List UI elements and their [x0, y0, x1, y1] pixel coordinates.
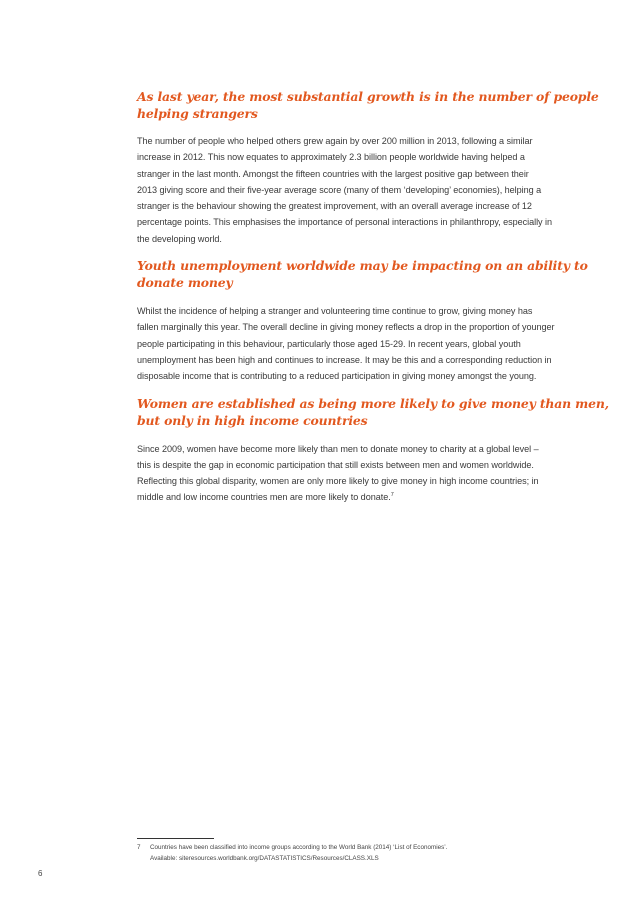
heading-line: As last year, the most substantial growth is in the number of people [137, 89, 599, 104]
heading-line: but only in high income countries [137, 412, 368, 428]
paragraph-line: increase in 2012. This now equates to approximately 2.3 billion people worldwide having helped a [137, 152, 525, 163]
heading-line: Women are established as being more likely to give money than men, [137, 395, 609, 411]
footnote [137, 842, 447, 864]
paragraph-line: stranger is the behaviour showing the greatest improvement, with an overall average increase of 12 [137, 201, 532, 212]
footnote-link[interactable]: Available: siteresources.worldbank.org/DATASTATISTICS/Resources/CLASS.XLS [150, 855, 379, 862]
paragraph-line: this is despite the gap in economic participation that still exists between men and women worldwide. [137, 459, 534, 470]
paragraph-line: fallen marginally this year. The overall decline in giving money reflects a drop in the proportion of younger [137, 322, 555, 333]
heading-line: helping strangers [137, 106, 258, 121]
section-paragraph-youth-unemployment [137, 303, 577, 384]
paragraph-line: disposable income that is contributing to a reduced participation in giving money amongst the young. [137, 371, 537, 382]
heading-line: Youth unemployment worldwide may be impacting on an ability to [137, 258, 588, 274]
paragraph-line: unemployment has been high and continues to increase. It may be this and a corresponding reduction in [137, 354, 552, 365]
section-paragraph-helping-strangers [137, 133, 577, 247]
paragraph-line: the developing world. [137, 233, 222, 244]
footnote-reference[interactable]: 7 [390, 492, 394, 499]
footnote-number: 7 [137, 844, 141, 851]
main-content [137, 88, 609, 506]
footnote-line [137, 842, 447, 853]
footnote-divider [137, 838, 214, 839]
paragraph-line-text: middle and low income countries men are more likely to donate. [137, 492, 391, 503]
paragraph-line: people participating in this behaviour, particularly those aged 15-29. In recent years, global youth [137, 338, 521, 349]
paragraph-line: Since 2009, women have become more likely than men to donate money to charity at a global level – [137, 443, 539, 454]
section-heading-women-giving [137, 395, 609, 429]
paragraph-line: stranger in the last month. Amongst the fifteen countries with the largest positive gap between their [137, 168, 529, 179]
page-number: 6 [38, 869, 43, 878]
paragraph-line: The number of people who helped others grew again by over 200 million in 2013, following a similar [137, 136, 533, 146]
section-heading-helping-strangers [137, 88, 599, 122]
paragraph-line: Reflecting this global disparity, women are only more likely to give money in high income countries; in [137, 476, 539, 487]
heading-line: donate money [137, 275, 233, 291]
paragraph-line: percentage points. This emphasises the importance of personal interactions in philanthropy, especially in [137, 217, 552, 228]
section-paragraph-women-giving [137, 441, 577, 506]
paragraph-line [137, 489, 577, 505]
paragraph-line: 2013 giving score and their five-year average score (many of them ‘developing’ economies), helping a [137, 184, 542, 195]
section-heading-youth-unemployment [137, 257, 588, 291]
footnote-text: Countries have been classified into income groups according to the World Bank (2014) ‘List of Economies’. [150, 844, 448, 851]
paragraph-line: Whilst the incidence of helping a stranger and volunteering time continue to grow, giving money has [137, 306, 533, 317]
